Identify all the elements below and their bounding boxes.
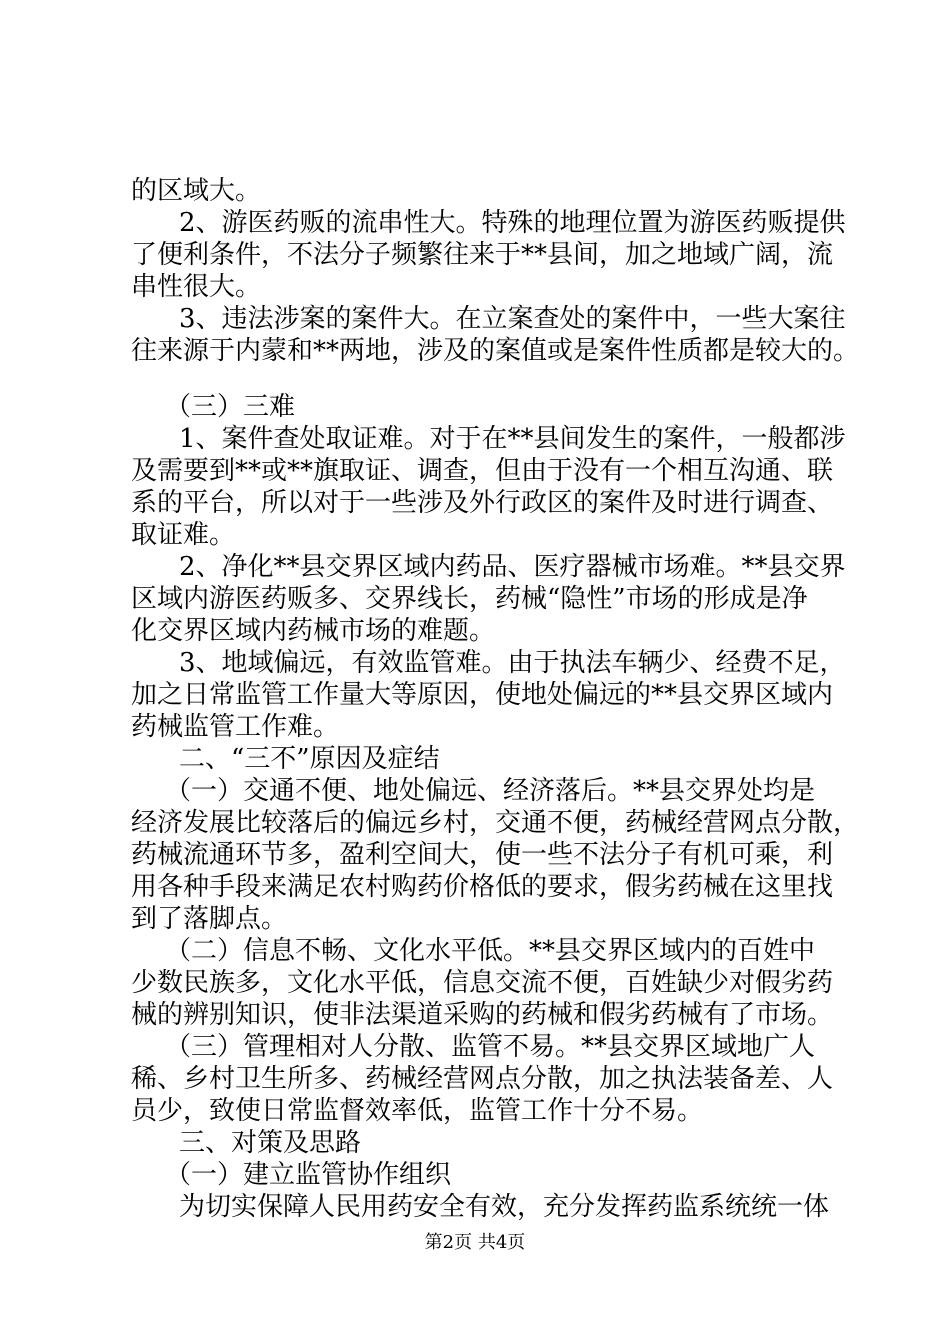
- section-heading: 三、对策及思路: [179, 1128, 362, 1158]
- section-heading: （一）建立监管协作组织: [165, 1160, 452, 1190]
- text-line: （三）管理相对人分散、监管不易。**县交界区域地广人: [165, 1032, 816, 1062]
- text-line: 系的平台，所以对于一些涉及外行政区的案件及时进行调查、: [131, 488, 834, 518]
- text-line: 串性很大。: [131, 272, 262, 302]
- text-line: 用各种手段来满足农村购药价格低的要求，假劣药械在这里找: [131, 872, 834, 902]
- text-line: 2、净化**县交界区域内药品、医疗器械市场难。**县交界: [179, 552, 846, 582]
- text-line: 员少，致使日常监督效率低，监管工作十分不易。: [131, 1096, 704, 1126]
- text-line: 稀、乡村卫生所多、药械经营网点分散，加之执法装备差、人: [131, 1064, 834, 1094]
- text-line: 化交界区域内药械市场的难题。: [131, 616, 496, 646]
- text-line: （二）信息不畅、文化水平低。**县交界区域内的百姓中: [165, 936, 816, 966]
- text-line: 了便利条件，不法分子频繁往来于**县间，加之地域广阔，流: [131, 240, 834, 270]
- text-line: 少数民族多，文化水平低，信息交流不便，百姓缺少对假劣药: [131, 968, 834, 998]
- page-footer: 第2页 共4页: [424, 1232, 526, 1253]
- text-line: 的区域大。: [131, 176, 262, 206]
- section-heading: （三）三难: [165, 392, 296, 422]
- text-line: 为切实保障人民用药安全有效，充分发挥药监系统统一体: [179, 1192, 830, 1222]
- text-line: 到了落脚点。: [131, 904, 288, 934]
- text-line: 加之日常监管工作量大等原因，使地处偏远的**县交界区域内: [131, 680, 834, 710]
- text-line: 1、案件查处取证难。对于在**县间发生的案件，一般都涉: [179, 424, 846, 454]
- text-line: 区域内游医药贩多、交界线长，药械“隐性”市场的形成是净: [131, 584, 808, 614]
- text-line: 3、违法涉案的案件大。在立案查处的案件中，一些大案往: [179, 304, 846, 334]
- text-line: （一）交通不便、地处偏远、经济落后。**县交界处均是: [165, 776, 816, 806]
- section-heading: 二、“三不”原因及症结: [179, 744, 440, 774]
- text-line: 及需要到**或**旗取证、调查，但由于没有一个相互沟通、联: [131, 456, 834, 486]
- text-line: 3、地域偏远，有效监管难。由于执法车辆少、经费不足，: [179, 648, 846, 678]
- text-line: 药械流通环节多，盈利空间大，使一些不法分子有机可乘，利: [131, 840, 834, 870]
- text-line: 2、游医药贩的流串性大。特殊的地理位置为游医药贩提供: [179, 208, 846, 238]
- text-line: 经济发展比较落后的偏远乡村，交通不便，药械经营网点分散，: [131, 808, 860, 838]
- text-line: 械的辨别知识，使非法渠道采购的药械和假劣药械有了市场。: [131, 1000, 834, 1030]
- text-line: 药械监管工作难。: [131, 712, 340, 742]
- text-line: 取证难。: [131, 520, 236, 550]
- text-line: 往来源于内蒙和**两地，涉及的案值或是案件性质都是较大的。: [131, 336, 860, 366]
